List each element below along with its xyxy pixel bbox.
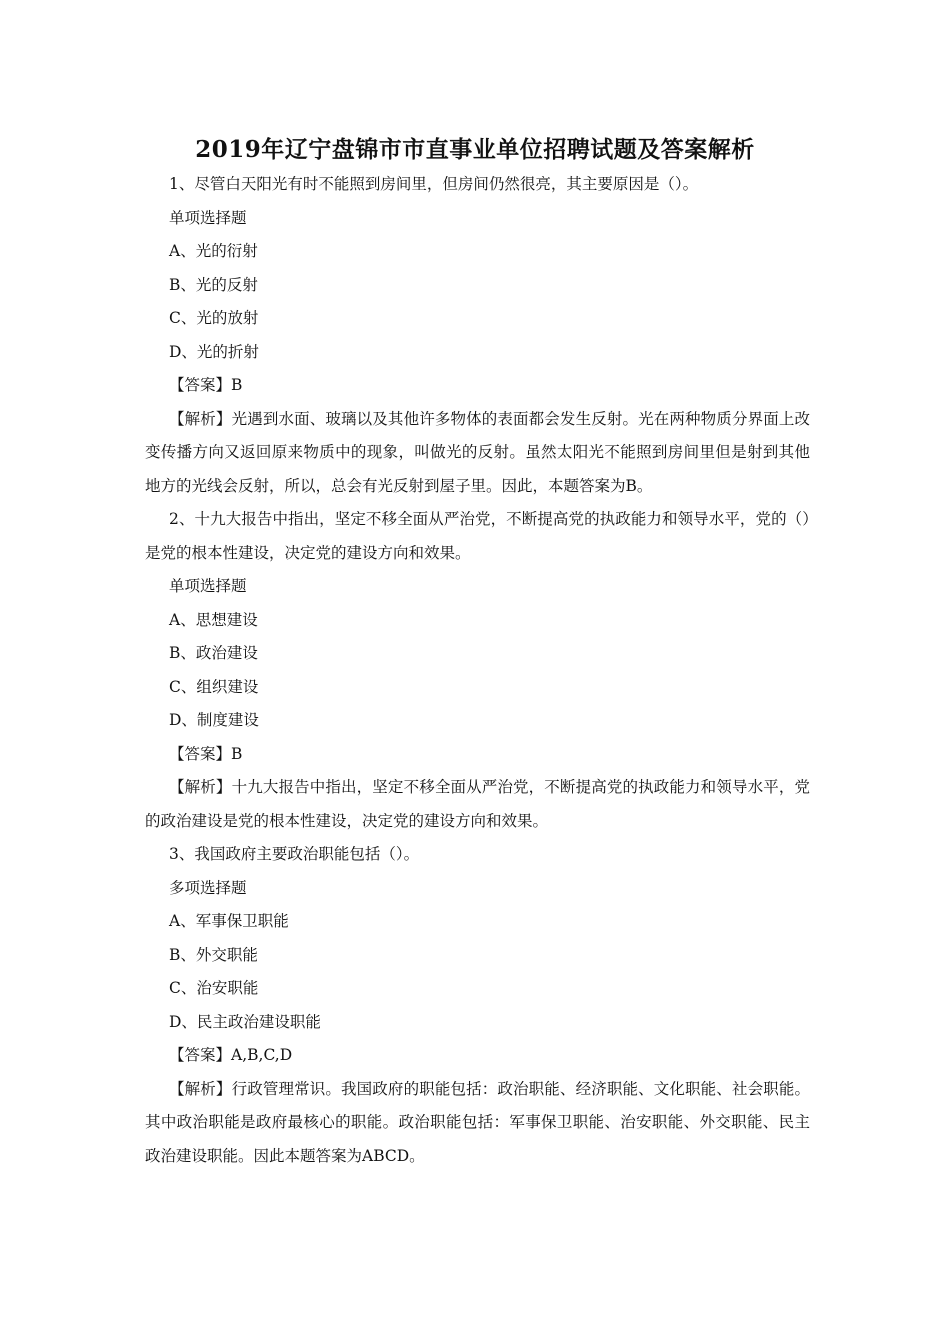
answer-line	[145, 369, 810, 403]
option-c: C、治安职能	[169, 979, 259, 997]
question-stem: 1、尽管白天阳光有时不能照到房间里，但房间仍然很亮，其主要原因是（）。	[169, 175, 699, 193]
option-a: A、光的衍射	[169, 242, 258, 260]
option-b: B、光的反射	[169, 275, 258, 294]
document-body	[145, 168, 810, 1173]
question-stem: 3、我国政府主要政治职能包括（）。	[169, 845, 420, 863]
analysis-paragraph	[145, 403, 810, 504]
option-b: B、政治建设	[169, 644, 258, 662]
option-c: C、组织建设	[169, 677, 259, 696]
question-3	[145, 838, 810, 1173]
answer-label: 【答案】	[169, 1046, 232, 1064]
analysis-label: 【解析】	[169, 1079, 232, 1098]
question-type: 单项选择题	[169, 577, 247, 595]
analysis-text: 行政管理常识。我国政府的职能包括：政治职能、经济职能、文化职能、社会职能。其中政治职能是政府最核心的职能。政治职能包括：军事保卫职能、治安职能、外交职能、民主政治建设职能。因此本题答案为ABCD。	[145, 1079, 810, 1165]
question-type: 单项选择题	[169, 208, 247, 227]
answer-label: 【答案】	[169, 744, 232, 763]
question-1	[145, 168, 810, 503]
analysis-label: 【解析】	[169, 778, 232, 796]
option-a: A、思想建设	[169, 610, 258, 629]
analysis-text: 十九大报告中指出，坚定不移全面从严治党，不断提高党的执政能力和领导水平，党的政治建设是党的根本性建设，决定党的建设方向和效果。	[145, 778, 810, 830]
analysis-text: 光遇到水面、玻璃以及其他许多物体的表面都会发生反射。光在两种物质分界面上改变传播方向又返回原来物质中的现象，叫做光的反射。虽然太阳光不能照到房间里但是射到其他地方的光线会反射，所以，总会有光反射到屋子里。因此，本题答案为B。	[145, 409, 810, 495]
analysis-paragraph	[145, 1073, 810, 1174]
question-stem: 2、十九大报告中指出，坚定不移全面从严治党，不断提高党的执政能力和领导水平，党的（）是党的根本性建设，决定党的建设方向和效果。	[145, 510, 810, 562]
option-c: C、光的放射	[169, 309, 259, 327]
answer-value: B	[231, 744, 243, 763]
analysis-paragraph	[145, 771, 810, 838]
page-title: 2019年辽宁盘锦市市直事业单位招聘试题及答案解析	[195, 136, 755, 163]
analysis-label: 【解析】	[169, 409, 232, 428]
option-d: D、光的折射	[169, 342, 259, 361]
answer-value: A,B,C,D	[231, 1046, 293, 1064]
question-type: 多项选择题	[169, 878, 247, 897]
answer-line	[145, 1039, 810, 1073]
answer-value: B	[231, 376, 243, 394]
question-2	[145, 503, 810, 838]
option-b: B、外交职能	[169, 945, 258, 964]
answer-label: 【答案】	[169, 376, 232, 394]
answer-line	[145, 738, 810, 772]
option-a: A、军事保卫职能	[169, 912, 289, 930]
option-d: D、制度建设	[169, 711, 259, 729]
option-d: D、民主政治建设职能	[169, 1012, 321, 1031]
